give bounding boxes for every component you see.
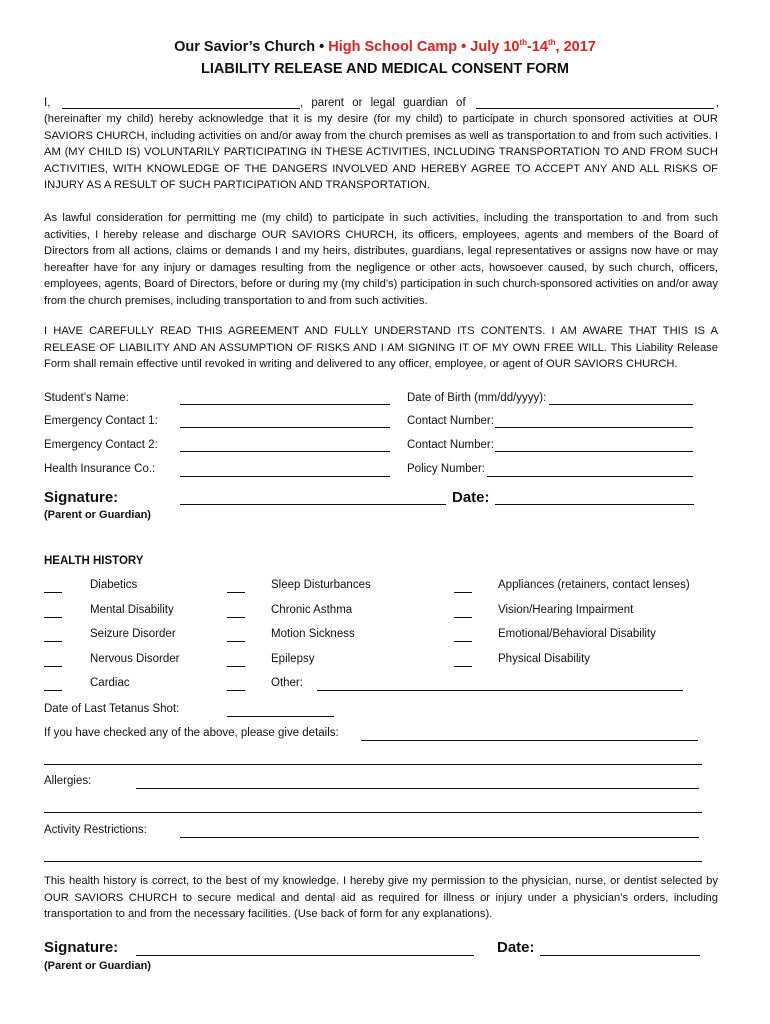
health-insurance-label: Health Insurance Co.: bbox=[44, 463, 156, 475]
health-history-heading: HEALTH HISTORY bbox=[44, 555, 144, 567]
emotional-behavioral-label: Emotional/Behavioral Disability bbox=[498, 628, 656, 640]
student-name-field[interactable] bbox=[180, 404, 390, 405]
intro-paragraph: (hereinafter my child) hereby acknowledge that it is my desire (for my child) to participate in church sponsored activities at OUR SAVIORS CHURCH, including activities on and/or away from the church premises as well as transportation to and from such activities. I AM (MY CHILD IS) VOLUNTARILY PARTICIPATING IN THESE ACTIVITIES, INCLUDING TRANSPORTATION TO AND FROM SUCH ACTIVITIES, WITH KNOWLEDGE OF THE DANGERS INVOLVED AND HEREBY AGREE TO ACCEPT ANY AND ALL RISKS OF INJURY AS A RESULT OF SUCH PARTICIPATION AND TRANSPORTATION. bbox=[44, 113, 718, 191]
activity-restrictions-label: Activity Restrictions: bbox=[44, 824, 147, 836]
signature-date-field[interactable] bbox=[495, 504, 694, 505]
seizure-disorder-label: Seizure Disorder bbox=[90, 628, 176, 640]
signature-2-field[interactable] bbox=[136, 955, 474, 956]
chronic-asthma-checkbox[interactable] bbox=[227, 617, 245, 618]
contact-number-2-field[interactable] bbox=[495, 451, 693, 452]
allergies-field[interactable] bbox=[136, 788, 699, 789]
appliances-checkbox[interactable] bbox=[454, 592, 472, 593]
form-title bbox=[0, 38, 770, 55]
emergency-contact-2-field[interactable] bbox=[180, 451, 390, 452]
emergency-contact-2-label: Emergency Contact 2: bbox=[44, 439, 158, 451]
signature-date-label: Date: bbox=[452, 489, 490, 506]
signature-field[interactable] bbox=[180, 504, 446, 505]
policy-number-field[interactable] bbox=[487, 476, 693, 477]
vision-hearing-label: Vision/Hearing Impairment bbox=[498, 604, 634, 616]
activity-restrictions-field-line-2[interactable] bbox=[44, 861, 702, 862]
signature-sublabel: (Parent or Guardian) bbox=[44, 509, 151, 521]
epilepsy-checkbox[interactable] bbox=[227, 666, 245, 667]
health-insurance-field[interactable] bbox=[180, 476, 390, 477]
cardiac-checkbox[interactable] bbox=[44, 690, 62, 691]
contact-number-1-label: Contact Number: bbox=[407, 415, 494, 427]
signature-2-label: Signature: bbox=[44, 939, 119, 956]
seizure-disorder-checkbox[interactable] bbox=[44, 641, 62, 642]
dob-field[interactable] bbox=[549, 404, 693, 405]
diabetics-label: Diabetics bbox=[90, 579, 138, 591]
motion-sickness-label: Motion Sickness bbox=[271, 628, 355, 640]
policy-number-label: Policy Number: bbox=[407, 463, 485, 475]
allergies-label: Allergies: bbox=[44, 775, 92, 787]
emergency-contact-1-label: Emergency Contact 1: bbox=[44, 415, 158, 427]
tetanus-label: Date of Last Tetanus Shot: bbox=[44, 703, 180, 715]
physical-disability-checkbox[interactable] bbox=[454, 666, 472, 667]
cardiac-label: Cardiac bbox=[90, 677, 130, 689]
sleep-disturbances-label: Sleep Disturbances bbox=[271, 579, 371, 591]
signature-2-date-label: Date: bbox=[497, 939, 535, 956]
signature-2-sublabel: (Parent or Guardian) bbox=[44, 960, 151, 972]
intro-parent-label: , parent or legal guardian of bbox=[300, 97, 466, 109]
dob-label: Date of Birth (mm/dd/yyyy): bbox=[407, 392, 547, 404]
signature-2-date-field[interactable] bbox=[540, 955, 700, 956]
appliances-label: Appliances (retainers, contact lenses) bbox=[498, 579, 690, 591]
vision-hearing-checkbox[interactable] bbox=[454, 617, 472, 618]
student-name-label: Student’s Name: bbox=[44, 392, 129, 404]
title-event: High School Camp • July 10th-14th, 2017 bbox=[328, 38, 596, 55]
details-field[interactable] bbox=[361, 740, 698, 741]
activity-restrictions-field[interactable] bbox=[180, 837, 699, 838]
other-field[interactable] bbox=[317, 690, 683, 691]
release-paragraph: As lawful consideration for permitting me (my child) to participate in such activities, including the transportation to and from such activities, I hereby release and discharge OUR SAVIORS CHURCH, its officers, employees, agents and members of the Board of Directors from all actions, claims or demands I and my heirs, distributes, guardians, legal representatives or assigns now have or may hereafter have for any injury or damages resulting from the negligence or other acts, howsoever caused, by such church, officers, employees, agents, Board of Directors, before or during my (my child’s) participation in such church-sponsored activities on and/or away from the church premises, including transportation to and from such activities. bbox=[44, 212, 718, 307]
mental-disability-checkbox[interactable] bbox=[44, 617, 62, 618]
emotional-behavioral-checkbox[interactable] bbox=[454, 641, 472, 642]
mental-disability-label: Mental Disability bbox=[90, 604, 174, 616]
form-subtitle: LIABILITY RELEASE AND MEDICAL CONSENT FORM bbox=[201, 61, 569, 77]
acknowledgement-paragraph: I HAVE CAREFULLY READ THIS AGREEMENT AND FULLY UNDERSTAND ITS CONTENTS. I AM AWARE THAT THIS IS A RELEASE OF LIABILITY AND AN ASSUMPTION OF RISKS AND I AM SIGNING IT OF MY OWN FREE WILL. This Liability Release Form shall remain effective until revoked in writing and delivered to any officer, employee, or agent of OUR SAVIORS CHURCH. bbox=[44, 325, 718, 370]
chronic-asthma-label: Chronic Asthma bbox=[271, 604, 353, 616]
allergies-field-line-2[interactable] bbox=[44, 812, 702, 813]
epilepsy-label: Epilepsy bbox=[271, 653, 315, 665]
child-name-field[interactable] bbox=[476, 108, 714, 109]
details-label: If you have checked any of the above, please give details: bbox=[44, 727, 339, 739]
sleep-disturbances-checkbox[interactable] bbox=[227, 592, 245, 593]
tetanus-field[interactable] bbox=[227, 716, 334, 717]
emergency-contact-1-field[interactable] bbox=[180, 427, 390, 428]
nervous-disorder-checkbox[interactable] bbox=[44, 666, 62, 667]
diabetics-checkbox[interactable] bbox=[44, 592, 62, 593]
intro-i-label: I, bbox=[44, 97, 51, 109]
intro-comma: , bbox=[716, 97, 720, 109]
other-checkbox[interactable] bbox=[227, 690, 245, 691]
signature-label: Signature: bbox=[44, 489, 119, 506]
contact-number-1-field[interactable] bbox=[495, 427, 693, 428]
contact-number-2-label: Contact Number: bbox=[407, 439, 494, 451]
health-consent-paragraph: This health history is correct, to the best of my knowledge. I hereby give my permission to the physician, nurse, or dentist selected by OUR SAVIORS CHURCH to secure medical and dental aid as required for illness or injury under a physician’s orders, including transportation to and from the necessary facilities. (Use back of form for any explanations). bbox=[44, 875, 718, 920]
nervous-disorder-label: Nervous Disorder bbox=[90, 653, 180, 665]
details-field-line-2[interactable] bbox=[44, 764, 702, 765]
other-label: Other: bbox=[271, 677, 303, 689]
parent-name-field[interactable] bbox=[62, 108, 300, 109]
physical-disability-label: Physical Disability bbox=[498, 653, 591, 665]
title-church: Our Savior’s Church • bbox=[174, 39, 329, 55]
motion-sickness-checkbox[interactable] bbox=[227, 641, 245, 642]
